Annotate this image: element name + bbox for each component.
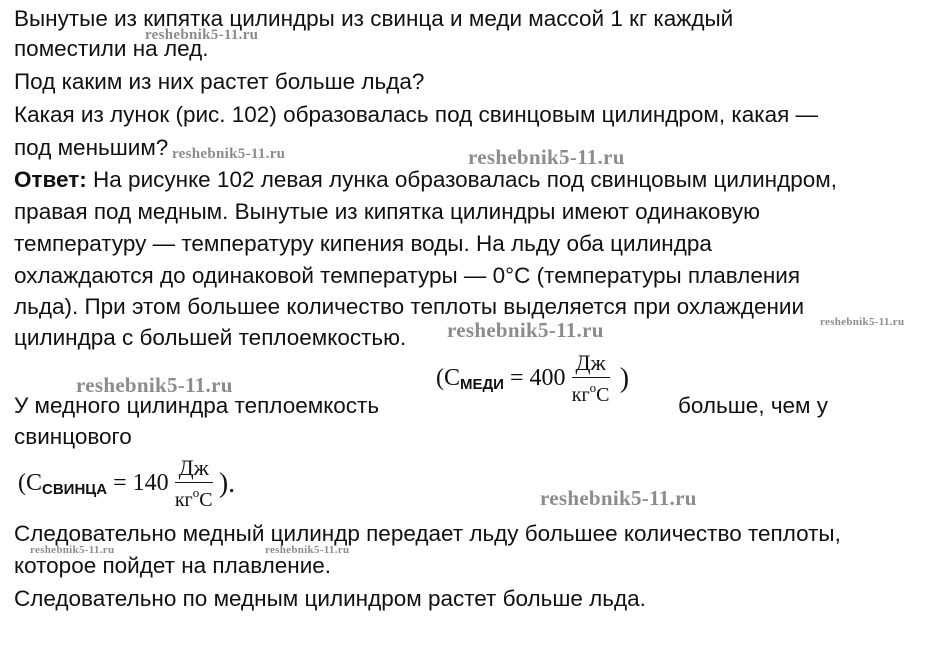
answer-line-1 bbox=[14, 167, 837, 193]
answer-line-10: которое пойдет на плавление. bbox=[14, 553, 332, 578]
formula-copper-open: (C bbox=[436, 365, 460, 391]
question-line-5: под меньшим? bbox=[14, 135, 169, 160]
formula-copper-denominator: $кг^oC$ bbox=[571, 380, 610, 406]
formula-lead-numerator: Дж bbox=[175, 457, 213, 483]
question-line-1: Вынутые из кипятка цилиндры из свинца и меди массой 1 кг каждый bbox=[14, 6, 734, 31]
formula-lead-fraction bbox=[175, 457, 213, 510]
formula-lead-close: ). bbox=[218, 467, 236, 499]
watermark: reshebnik5-11.ru bbox=[145, 27, 259, 43]
formula-lead-subscript: СВИНЦА bbox=[42, 481, 108, 498]
formula-lead-denominator: $кг^oC$ bbox=[174, 485, 213, 511]
formula-copper-numerator: Дж bbox=[572, 352, 610, 378]
answer-line-7b: больше, чем у bbox=[678, 393, 829, 418]
answer-line-4: охлаждаются до одинаковой температуры — 0°С (температуры плавления bbox=[14, 263, 801, 288]
formula-lead bbox=[18, 457, 235, 510]
formula-lead-value: = 140 bbox=[113, 470, 169, 496]
answer-line-3: температуру — температуру кипения воды. На льду оба цилиндра bbox=[14, 231, 712, 256]
formula-copper-value: = 400 bbox=[509, 365, 566, 391]
question-line-4: Какая из лунок (рис. 102) образовалась под свинцовым цилиндром, какая — bbox=[14, 102, 819, 127]
answer-line-8: свинцового bbox=[14, 424, 132, 449]
question-line-2: поместили на лед. bbox=[14, 36, 209, 61]
answer-line-9: Следовательно медный цилиндр передает льду большее количество теплоты, bbox=[14, 521, 841, 546]
answer-label: Ответ: bbox=[14, 167, 87, 192]
watermark: reshebnik5-11.ru bbox=[30, 544, 115, 556]
watermark: reshebnik5-11.ru bbox=[468, 145, 625, 169]
watermark: reshebnik5-11.ru bbox=[172, 146, 286, 162]
watermark: reshebnik5-11.ru bbox=[447, 318, 604, 342]
answer-line-6: цилиндра с большей теплоемкостью. bbox=[14, 325, 407, 350]
answer-line-5: льда). При этом большее количество теплоты выделяется при охлаждении bbox=[14, 294, 805, 319]
formula-lead-open: (C bbox=[18, 470, 42, 496]
formula-copper-close: ) bbox=[619, 362, 630, 394]
answer-line-2: правая под медным. Вынутые из кипятка цилиндры имеют одинаковую bbox=[14, 199, 761, 224]
watermark: reshebnik5-11.ru bbox=[540, 486, 697, 510]
watermark: reshebnik5-11.ru bbox=[265, 544, 350, 556]
answer-line-7a: У медного цилиндра теплоемкость bbox=[14, 393, 380, 418]
formula-copper-subscript: МЕДИ bbox=[460, 376, 504, 393]
watermark: reshebnik5-11.ru bbox=[76, 373, 233, 397]
answer-line-11: Следовательно по медным цилиндром растет больше льда. bbox=[14, 586, 646, 611]
formula-copper-fraction bbox=[572, 352, 610, 405]
question-line-3: Под каким из них растет больше льда? bbox=[14, 69, 425, 94]
watermark: reshebnik5-11.ru bbox=[820, 316, 905, 328]
answer-text-1: На рисунке 102 левая лунка образовалась под свинцовым цилиндром, bbox=[86, 167, 837, 192]
formula-copper bbox=[436, 352, 629, 405]
